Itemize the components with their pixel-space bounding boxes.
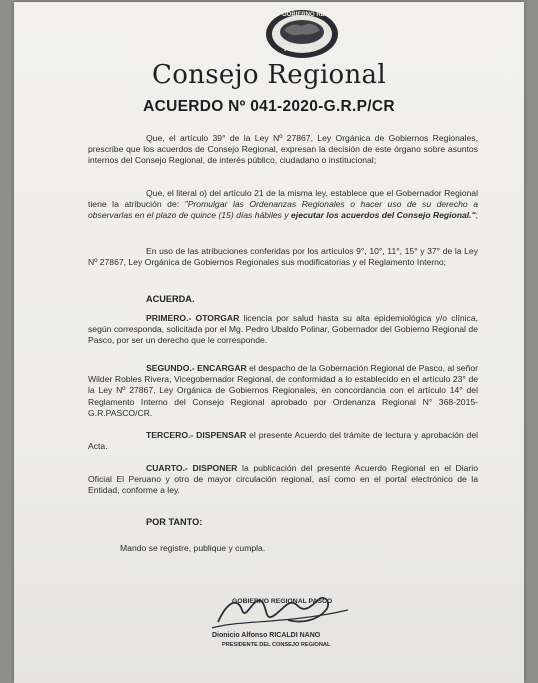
paragraph-end: ; [475, 210, 479, 221]
article-text: la publicación del presente Acuerdo Regional en el Diario Oficial El Peruano y otro de mayor circulación regional, así como en el portal electrónico de la Entidad, conforme a ley. [88, 463, 478, 496]
paragraph-text: Que, el artículo 39° de la Ley Nº 27867, Ley Orgánica de Gobiernos Regionales, prescribe que los acuerdos de Consejo Regional, expresan la decisión de este órgano sobre asuntos internos del Consejo Regional, de interés público, ciudadano o institucional; [88, 133, 478, 166]
quoted-bold-text: ejecutar los acuerdos del Consejo Regional." [291, 210, 476, 221]
paragraph-text: En uso de las atribuciones conferidas por los artículos 9°, 10°, 11°, 15° y 37° de la Ley Nº 27867, Ley Orgánica de Gobiernos Regionales sus modificatorias y el Reglamento Interno; [88, 246, 478, 268]
document-title: Consejo Regional [152, 60, 386, 90]
article-segundo [88, 363, 478, 419]
closing-formula [120, 543, 420, 554]
handwritten-signature [198, 580, 358, 640]
signatory-name: Dionicio Alfonso RICALDI NANO [212, 632, 321, 639]
quoted-text: "Promulgar las Ordenanzas Regionales o hacer uso de su derecho a observarlas en el plazo de quince (15) días hábiles y [88, 199, 478, 221]
article-text: licencia por salud hasta su alta epidemiológica y/o clínica, según corresponda, solicitada por el Mg. Pedro Ubaldo Polinar, Gobernador del Gobierno Regional de Pasco, por ser un derecho que le corresponde. [88, 313, 478, 346]
article-text: el presente Acuerdo del trámite de lectura y aprobación del Acta. [88, 430, 479, 452]
por-tanto-heading: POR TANTO: [146, 517, 203, 527]
article-lead: SEGUNDO.- ENCARGAR [146, 363, 247, 373]
signatory-role: PRESIDENTE DEL CONSEJO REGIONAL [222, 642, 331, 648]
closing-text: Mando se registre, publique y cumpla. [120, 543, 266, 553]
article-tercero [88, 430, 478, 452]
article-text: el despacho de la Gobernación Regional de Pasco, al señor Wilder Robles Rivera, Vicegobernador Regional, de conformidad a lo establecido en el artículo 23° de la Ley Nº 27867, Ley Orgánica de Gobiernos Regionales, en concordancia con el artículo 14° del Reglamento Interno del Consejo Regional aprobado por Ordenanza Regional N° 368-2015-G.R.PASCO/CR. [88, 363, 478, 418]
article-lead: TERCERO.- DISPENSAR [146, 430, 247, 440]
stamp-top-text: GOBIERNO REGIONAL PASCO [232, 598, 333, 605]
article-primero [88, 313, 478, 347]
paragraph-atribuciones [88, 246, 478, 268]
paragraph-text: Que, el literal o) del artículo 21 de la misma ley, establece que el Gobernador Regional tiene la atribución de: [88, 188, 478, 210]
paragraph-considerando-2 [88, 188, 478, 222]
agreement-reference: ACUERDO Nº 041-2020-G.R.P/CR [143, 98, 395, 115]
emblem-top-text: GOBIERNO REGIONAL [282, 12, 349, 18]
paragraph-considerando-1 [88, 133, 478, 167]
acuerda-heading: ACUERDA. [146, 294, 195, 304]
article-cuarto [88, 463, 478, 497]
article-lead: PRIMERO.- OTORGAR [146, 313, 240, 323]
emblem-bottom-text: PASCO [284, 44, 312, 53]
article-lead: CUARTO.- DISPONER [146, 463, 238, 473]
